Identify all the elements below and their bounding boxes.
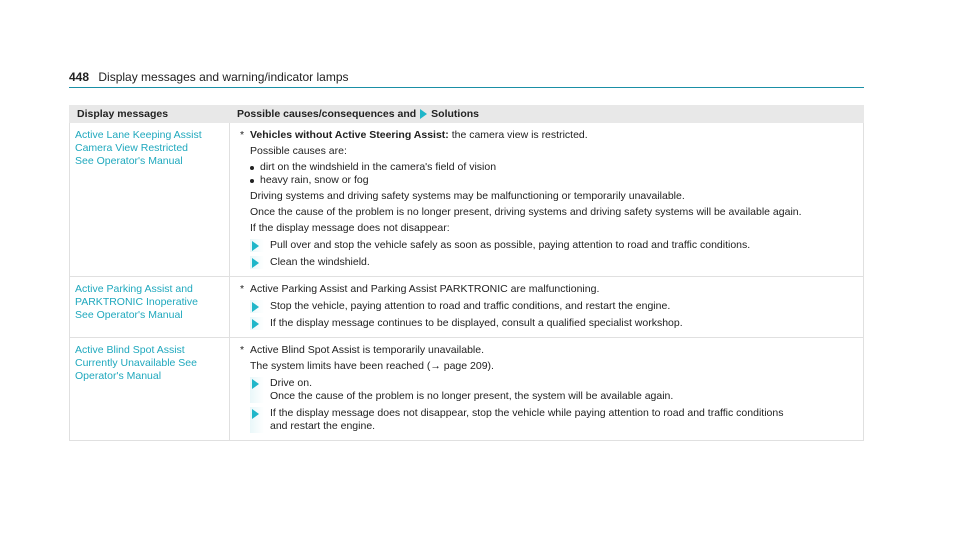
- bullet-dot-icon: [250, 166, 254, 170]
- causes-list: [240, 161, 855, 187]
- optional-equipment-mark: *: [240, 129, 245, 141]
- lead-text: Active Blind Spot Assist is temporarily unavailable.: [250, 344, 485, 356]
- step-line: Drive on.: [270, 377, 313, 389]
- step-text: [270, 407, 783, 433]
- step-text: Stop the vehicle, paying attention to road and traffic conditions, and restart the engine.: [270, 300, 671, 312]
- list-item: [250, 161, 855, 174]
- message-line: See Operator's Manual: [75, 309, 183, 321]
- table-row: [69, 123, 864, 277]
- page-header-title: Display messages and warning/indicator lamps: [98, 70, 349, 84]
- paragraph: Once the cause of the problem is no longer present, driving systems and driving safety systems will be available again.: [250, 206, 802, 218]
- step-arrow-icon: [252, 241, 259, 251]
- solution-step: [250, 256, 855, 269]
- causes-label: Possible causes are:: [250, 145, 347, 157]
- message-line: See Operator's Manual: [75, 155, 183, 167]
- table-header: [69, 105, 864, 123]
- display-messages-table: [69, 105, 864, 441]
- step-arrow-icon: [252, 302, 259, 312]
- lead-paragraph: [240, 129, 855, 142]
- step-line: Once the cause of the problem is no longer present, the system will be available again.: [270, 390, 674, 402]
- table-row: [69, 277, 864, 338]
- display-message-cell: [70, 123, 230, 276]
- optional-equipment-mark: *: [240, 283, 245, 295]
- step-text: If the display message continues to be displayed, consult a qualified specialist workshop.: [270, 317, 683, 329]
- step-marker: [250, 239, 264, 252]
- solution-step: [250, 377, 855, 403]
- message-line: Currently Unavailable See: [75, 357, 197, 369]
- causes-solutions-cell: [230, 338, 863, 440]
- col2-header-suffix: Solutions: [431, 107, 480, 120]
- paragraph: The system limits have been reached (→ page 209).: [250, 360, 494, 372]
- paragraph: Driving systems and driving safety systems may be malfunctioning or temporarily unavailable.: [250, 190, 685, 202]
- step-marker: [250, 377, 264, 403]
- causes-solutions-cell: [230, 277, 863, 337]
- step-line: If the display message does not disappear, stop the vehicle while paying attention to road and traffic conditions: [270, 407, 784, 419]
- solution-step: [250, 317, 855, 330]
- step-text: Pull over and stop the vehicle safely as soon as possible, paying attention to road and traffic conditions.: [270, 239, 751, 251]
- step-marker: [250, 256, 264, 269]
- table-row: [69, 338, 864, 441]
- step-arrow-icon: [252, 379, 259, 389]
- causes-solutions-cell: [230, 123, 863, 276]
- step-arrow-icon: [252, 409, 259, 419]
- list-item: [250, 174, 855, 187]
- display-message-cell: [70, 338, 230, 440]
- lead-bold: Vehicles without Active Steering Assist:: [250, 129, 449, 141]
- solution-step: [250, 239, 855, 252]
- step-marker: [250, 407, 264, 433]
- step-line: and restart the engine.: [270, 420, 376, 432]
- display-message-cell: [70, 277, 230, 337]
- step-marker: [250, 300, 264, 313]
- step-arrow-icon: [252, 319, 259, 329]
- message-line: Operator's Manual: [75, 370, 162, 382]
- col2-header-prefix: Possible causes/consequences and: [237, 107, 417, 120]
- col-header-display-messages: Display messages: [77, 107, 169, 120]
- page-header: [69, 70, 349, 84]
- step-arrow-icon: [252, 258, 259, 268]
- optional-equipment-mark: *: [240, 344, 245, 356]
- message-line: Active Parking Assist and: [75, 283, 193, 295]
- lead-text: Active Parking Assist and Parking Assist PARKTRONIC are malfunctioning.: [250, 283, 600, 295]
- step-marker: [250, 317, 264, 330]
- paragraph: If the display message does not disappear:: [250, 222, 450, 234]
- step-text: Clean the windshield.: [270, 256, 370, 268]
- lead-paragraph: [240, 283, 855, 296]
- message-line: Camera View Restricted: [75, 142, 189, 154]
- message-line: PARKTRONIC Inoperative: [75, 296, 198, 308]
- header-divider: [69, 87, 864, 88]
- page-number: 448: [69, 70, 90, 84]
- lead-rest: the camera view is restricted.: [448, 129, 588, 141]
- message-line: Active Blind Spot Assist: [75, 344, 185, 356]
- bullet-dot-icon: [250, 179, 254, 183]
- list-item-text: heavy rain, snow or fog: [260, 174, 369, 186]
- lead-paragraph: [240, 344, 855, 357]
- col-header-causes-solutions: [229, 108, 864, 121]
- step-text: [270, 377, 673, 403]
- list-item-text: dirt on the windshield in the camera's field of vision: [260, 161, 497, 173]
- solution-step: [250, 407, 855, 433]
- solution-arrow-icon: [420, 109, 427, 119]
- message-line: Active Lane Keeping Assist: [75, 129, 202, 141]
- solution-step: [250, 300, 855, 313]
